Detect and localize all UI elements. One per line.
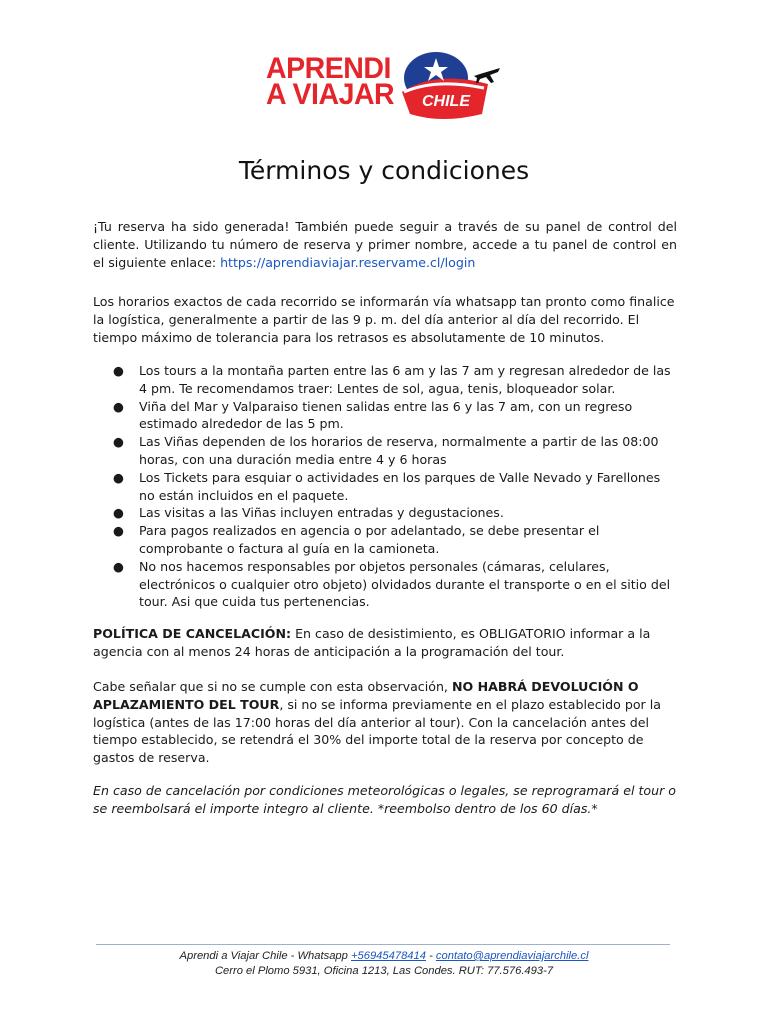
bullet-icon: ● (113, 469, 124, 485)
company-logo (262, 44, 502, 124)
bullet-list (93, 362, 677, 611)
list-item: ● Para pagos realizados en agencia o por adelantado, se debe presentar el comprobante o factura al guía en la camioneta. (113, 523, 600, 556)
logo-badge (392, 48, 502, 124)
cancellation-heading: POLÍTICA DE CANCELACIÓN: (93, 626, 292, 641)
logo-line-2: A VIAJAR (266, 78, 395, 111)
bullet-icon: ● (113, 523, 124, 539)
bullet-icon: ● (113, 505, 124, 521)
footer-contact: Aprendi a Viajar Chile - Whatsapp +56945478414 - contato@aprendiaviajarchile.cl (179, 950, 589, 962)
list-item: ● No nos hacemos responsables por objetos personales (cámaras, celulares, electrónicos o cualquier otro objeto) olvidados durante el transporte o en el sitio del tour. Asi que cuida tus pertenencias. (113, 558, 671, 610)
refund-warning: NO HABRÁ DEVOLUCIÓN O APLAZAMIENTO DEL TOUR (93, 679, 639, 712)
cancellation-paragraph (93, 625, 677, 661)
bullet-icon: ● (113, 434, 124, 450)
page-title: Términos y condiciones (238, 156, 530, 185)
logo-line-1: APRENDI (266, 52, 391, 85)
list-item: ● Los Tickets para esquiar o actividades en los parques de Valle Nevado y Farellones no están incluidos en el paquete. (113, 469, 661, 503)
airplane-icon (474, 68, 500, 83)
whatsapp-link[interactable]: +56945478414 (350, 950, 426, 962)
bullet-icon: ● (113, 558, 124, 574)
bullet-icon: ● (113, 398, 124, 414)
weather-paragraph: En caso de cancelación por condiciones meteorológicas o legales, se reprogramará el tour o se reembolsará el importe integro al cliente. *reembolso dentro de los 60 días.* (93, 783, 676, 816)
intro-text: ¡Tu reserva ha sido generada! También puede seguir a través de su panel de control del cliente. Utilizando tu número de reserva y primer nombre, accede a tu panel de control en el siguiente enlace: (93, 219, 677, 270)
email-link[interactable]: contato@aprendiaviajarchile.cl (435, 950, 589, 962)
refund-paragraph: Cabe señalar que si no se cumple con esta observación, NO HABRÁ DEVOLUCIÓN O APLAZAMIENTO DEL TOUR, si no se informa previamente en el plazo establecido por la logística (antes de las 17:00 horas del día anterior al tour). Con la cancelación antes del tiempo establecido, se retendrá el 30% del importe total de la reserva por concepto de gastos de reserva. (93, 679, 661, 766)
logo-badge-text: CHILE (422, 93, 470, 110)
list-item: ● Las visitas a las Viñas incluyen entradas y degustaciones. (113, 505, 504, 521)
intro-paragraph (93, 218, 677, 271)
cancellation-text: En caso de desistimiento, es OBLIGATORIO informar a la agencia con al menos 24 horas de anticipación a la programación del tour. (93, 626, 651, 659)
list-item: ● Viña del Mar y Valparaiso tienen salidas entre las 6 y las 7 am, con un regreso estimado alrededor de las 5 pm. (113, 398, 633, 432)
footer-divider (96, 944, 670, 945)
list-item: ● Los tours a la montaña parten entre las 6 am y las 7 am y regresan alrededor de las 4 pm. Te recomendamos traer: Lentes de sol, agua, tenis, bloqueador solar. (113, 363, 671, 396)
footer-company: Aprendi a Viajar Chile - Whatsapp (179, 950, 351, 962)
bullet-icon: ● (113, 363, 124, 378)
footer-address: Cerro el Plomo 5931, Oficina 1213, Las Condes. RUT: 77.576.493-7 (214, 965, 554, 977)
schedule-paragraph: Los horarios exactos de cada recorrido se informarán vía whatsapp tan pronto como finalice la logística, generalmente a partir de las 9 p. m. del día anterior al día del recorrido. El tiempo máximo de tolerancia para los retrasos es absolutamente de 10 minutos. (93, 294, 675, 345)
list-item: ● Las Viñas dependen de los horarios de reserva, normalmente a partir de las 08:00 horas, con una duración media entre 4 y 6 horas (113, 434, 659, 467)
login-link[interactable]: https://aprendiaviajar.reservame.cl/login (220, 254, 476, 270)
